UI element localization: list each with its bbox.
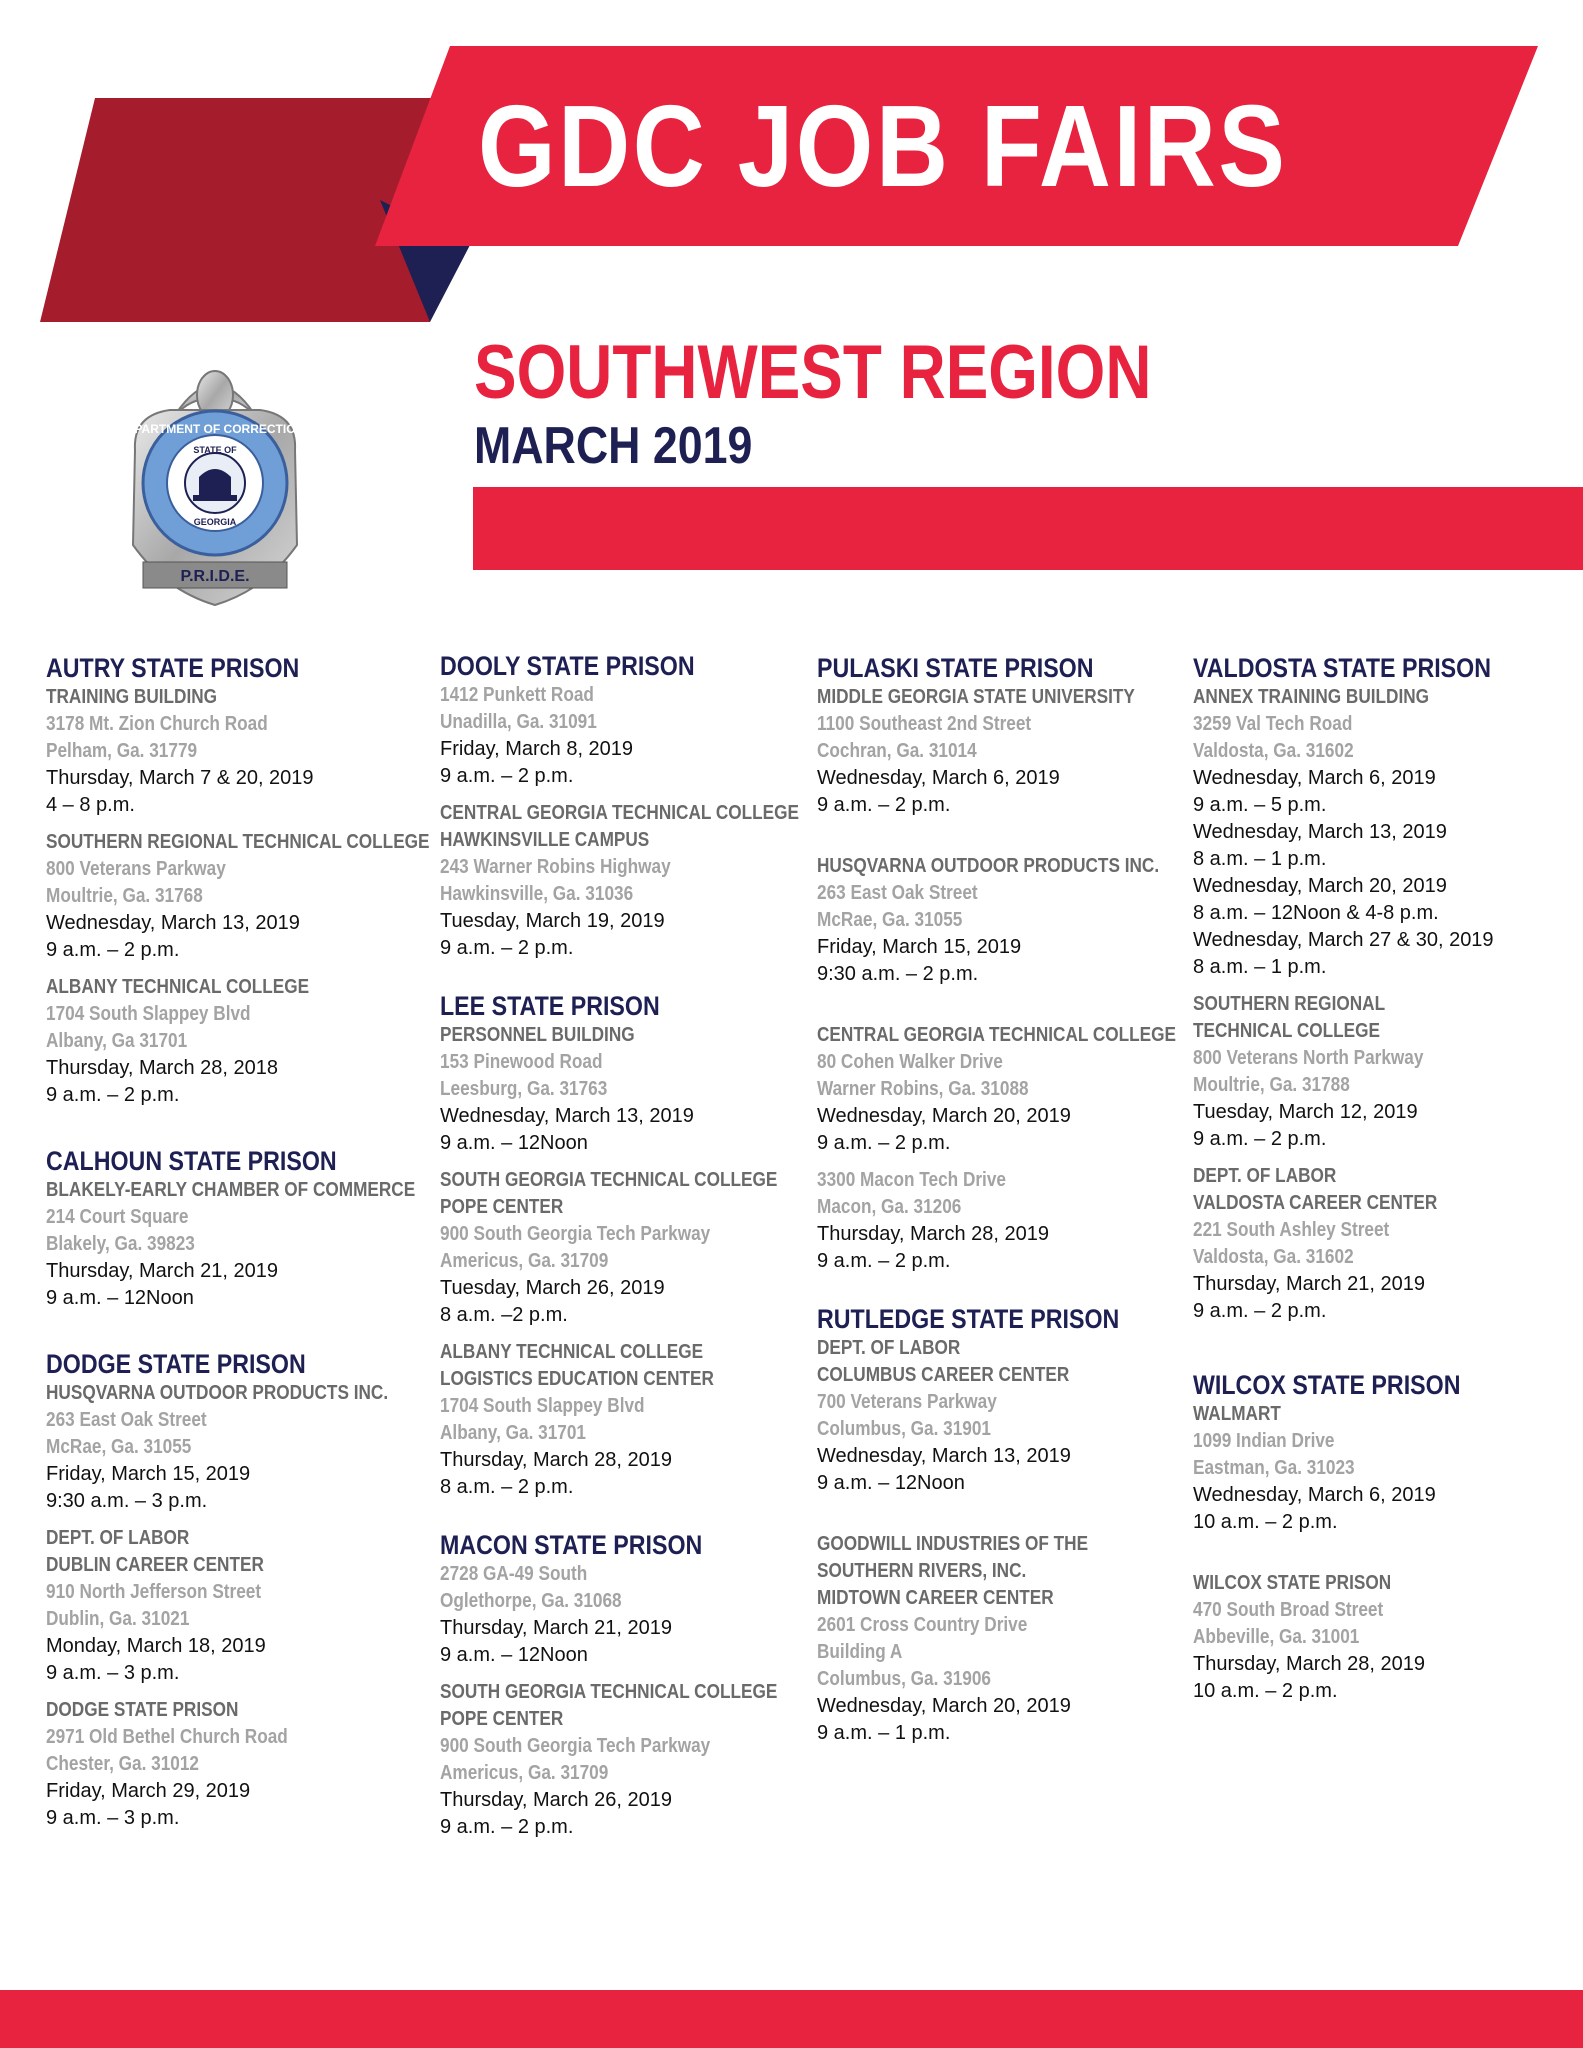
address-line: 470 South Broad Street <box>1193 1599 1384 1621</box>
address-line: Columbus, Ga. 31906 <box>817 1668 991 1690</box>
venue-name: PERSONNEL BUILDING <box>440 1024 635 1046</box>
prison-name: LEE STATE PRISON <box>440 991 660 1021</box>
event-time: 9 a.m. – 12Noon <box>46 1287 194 1309</box>
event-date: Thursday, March 21, 2019 <box>46 1260 278 1282</box>
prison-name: WILCOX STATE PRISON <box>1193 1370 1461 1400</box>
job-fair-entry <box>46 974 436 1109</box>
address-line: 800 Veterans Parkway <box>46 858 226 880</box>
event-date: Friday, March 8, 2019 <box>440 738 634 760</box>
prison-section <box>46 1145 436 1312</box>
event-date: Monday, March 18, 2019 <box>46 1635 266 1657</box>
job-fair-entry <box>1193 1163 1583 1325</box>
svg-text:DEPARTMENT OF CORRECTIONS: DEPARTMENT OF CORRECTIONS <box>117 422 313 436</box>
prison-section <box>440 1529 830 1841</box>
venue-name: SOUTHERN REGIONAL TECHNICAL COLLEGE <box>46 831 430 853</box>
event-time: 8 a.m. –2 p.m. <box>440 1304 568 1326</box>
prison-section <box>46 1348 436 1832</box>
address-line: Dublin, Ga. 31021 <box>46 1608 190 1630</box>
address-line: 1100 Southeast 2nd Street <box>817 713 1032 735</box>
prison-name: PULASKI STATE PRISON <box>817 653 1094 683</box>
event-time: 9 a.m. – 1 p.m. <box>817 1722 951 1744</box>
month-title: MARCH 2019 <box>474 417 753 475</box>
address-line: 1704 South Slappey Blvd <box>46 1003 251 1025</box>
venue-name: CENTRAL GEORGIA TECHNICAL COLLEGE <box>817 1024 1176 1046</box>
event-time: 9 a.m. – 12Noon <box>817 1472 965 1494</box>
event-date: Tuesday, March 12, 2019 <box>1193 1101 1418 1123</box>
address-line: Eastman, Ga. 31023 <box>1193 1457 1355 1479</box>
address-line: Chester, Ga. 31012 <box>46 1753 199 1775</box>
address-line: Valdosta, Ga. 31602 <box>1193 740 1354 762</box>
event-date: Thursday, March 21, 2019 <box>440 1617 672 1639</box>
event-time: 9 a.m. – 2 p.m. <box>46 939 180 961</box>
venue-name: VALDOSTA CAREER CENTER <box>1193 1192 1438 1214</box>
prison-section <box>440 650 830 962</box>
event-date: Wednesday, March 27 & 30, 2019 <box>1193 929 1494 951</box>
address-line: Moultrie, Ga. 31768 <box>46 885 203 907</box>
venue-name: DEPT. OF LABOR <box>46 1527 190 1549</box>
event-date: Thursday, March 21, 2019 <box>1193 1273 1425 1295</box>
event-time: 9 a.m. – 2 p.m. <box>440 937 574 959</box>
job-fair-entry <box>817 1531 1207 1747</box>
region-title: SOUTHWEST REGION <box>474 330 1152 415</box>
event-time: 9 a.m. – 2 p.m. <box>1193 1300 1327 1322</box>
event-time: 9 a.m. – 12Noon <box>440 1132 588 1154</box>
event-date: Tuesday, March 19, 2019 <box>440 910 665 932</box>
address-line: Valdosta, Ga. 31602 <box>1193 1246 1354 1268</box>
job-fair-entry <box>817 684 1207 819</box>
event-time: 9 a.m. – 2 p.m. <box>817 794 951 816</box>
header-accent-bar <box>473 487 1583 570</box>
address-line: Abbeville, Ga. 31001 <box>1193 1626 1360 1648</box>
address-line: 900 South Georgia Tech Parkway <box>440 1735 711 1757</box>
address-line: Oglethorpe, Ga. 31068 <box>440 1590 622 1612</box>
event-date: Friday, March 15, 2019 <box>817 936 1022 958</box>
event-time: 8 a.m. – 1 p.m. <box>1193 956 1327 978</box>
venue-name: WILCOX STATE PRISON <box>1193 1572 1392 1594</box>
event-time: 9 a.m. – 2 p.m. <box>46 1084 180 1106</box>
prison-section <box>817 652 1207 1275</box>
job-fair-entry <box>817 1335 1207 1497</box>
venue-name: TRAINING BUILDING <box>46 686 218 708</box>
prison-name: MACON STATE PRISON <box>440 1530 703 1560</box>
event-date: Wednesday, March 13, 2019 <box>46 912 300 934</box>
job-fair-entry <box>1193 1570 1583 1705</box>
department-badge-logo <box>115 355 315 613</box>
venue-name: COLUMBUS CAREER CENTER <box>817 1364 1070 1386</box>
prison-section <box>1193 652 1583 1325</box>
job-fair-entry <box>46 1177 436 1312</box>
job-fair-entry <box>46 1525 436 1687</box>
venue-name: ALBANY TECHNICAL COLLEGE <box>440 1341 704 1363</box>
event-time: 8 a.m. – 12Noon & 4-8 p.m. <box>1193 902 1439 924</box>
event-date: Wednesday, March 6, 2019 <box>1193 767 1436 789</box>
address-line: Columbus, Ga. 31901 <box>817 1418 991 1440</box>
event-date: Wednesday, March 20, 2019 <box>817 1695 1071 1717</box>
address-line: 3300 Macon Tech Drive <box>817 1169 1006 1191</box>
svg-text:STATE OF: STATE OF <box>193 445 237 455</box>
address-line: 153 Pinewood Road <box>440 1051 603 1073</box>
event-time: 9 a.m. – 12Noon <box>440 1644 588 1666</box>
venue-name: POPE CENTER <box>440 1196 564 1218</box>
job-fair-entry <box>46 1697 436 1832</box>
prison-name: AUTRY STATE PRISON <box>46 653 300 683</box>
prison-name: VALDOSTA STATE PRISON <box>1193 653 1492 683</box>
job-fair-entry <box>46 829 436 964</box>
event-date: Thursday, March 28, 2019 <box>817 1223 1049 1245</box>
venue-name: ANNEX TRAINING BUILDING <box>1193 686 1430 708</box>
address-line: Cochran, Ga. 31014 <box>817 740 977 762</box>
prison-section <box>46 652 436 1109</box>
job-fair-entry <box>1193 991 1583 1153</box>
event-date: Wednesday, March 6, 2019 <box>1193 1484 1436 1506</box>
venue-name: DODGE STATE PRISON <box>46 1699 239 1721</box>
address-line: 700 Veterans Parkway <box>817 1391 997 1413</box>
prison-name: DODGE STATE PRISON <box>46 1349 306 1379</box>
address-line: 2971 Old Bethel Church Road <box>46 1726 288 1748</box>
column-3 <box>817 652 1207 1747</box>
event-time: 4 – 8 p.m. <box>46 794 135 816</box>
address-line: 80 Cohen Walker Drive <box>817 1051 1003 1073</box>
venue-name: HUSQVARNA OUTDOOR PRODUCTS INC. <box>817 855 1160 877</box>
venue-name: DUBLIN CAREER CENTER <box>46 1554 264 1576</box>
job-fair-entry <box>440 800 830 962</box>
address-line: Leesburg, Ga. 31763 <box>440 1078 608 1100</box>
venue-name: MIDTOWN CAREER CENTER <box>817 1587 1054 1609</box>
address-line: Americus, Ga. 31709 <box>440 1762 609 1784</box>
address-line: 221 South Ashley Street <box>1193 1219 1390 1241</box>
column-2 <box>440 650 830 1841</box>
job-fair-entry <box>440 1339 830 1501</box>
prison-section <box>1193 1369 1583 1705</box>
address-line: Albany, Ga 31701 <box>46 1030 188 1052</box>
venue-name: SOUTH GEORGIA TECHNICAL COLLEGE <box>440 1169 778 1191</box>
address-line: McRae, Ga. 31055 <box>46 1436 192 1458</box>
event-time: 8 a.m. – 1 p.m. <box>1193 848 1327 870</box>
event-date: Thursday, March 28, 2019 <box>1193 1653 1425 1675</box>
event-date: Thursday, March 28, 2019 <box>440 1449 672 1471</box>
venue-name: HUSQVARNA OUTDOOR PRODUCTS INC. <box>46 1382 389 1404</box>
event-time: 9 a.m. – 3 p.m. <box>46 1807 180 1829</box>
venue-name: MIDDLE GEORGIA STATE UNIVERSITY <box>817 686 1135 708</box>
address-line: 1412 Punkett Road <box>440 684 594 706</box>
address-line: 214 Court Square <box>46 1206 189 1228</box>
address-line: 800 Veterans North Parkway <box>1193 1047 1424 1069</box>
event-time: 8 a.m. – 2 p.m. <box>440 1476 574 1498</box>
address-line: 263 East Oak Street <box>817 882 978 904</box>
event-time: 9 a.m. – 2 p.m. <box>817 1250 951 1272</box>
venue-name: HAWKINSVILLE CAMPUS <box>440 829 650 851</box>
job-fair-entry <box>817 1022 1207 1157</box>
address-line: 910 North Jefferson Street <box>46 1581 262 1603</box>
event-time: 9 a.m. – 2 p.m. <box>440 1816 574 1838</box>
prison-name: CALHOUN STATE PRISON <box>46 1146 337 1176</box>
address-line: McRae, Ga. 31055 <box>817 909 963 931</box>
job-fair-entry <box>46 1380 436 1515</box>
event-time: 9 a.m. – 2 p.m. <box>440 765 574 787</box>
job-fair-entry <box>440 1167 830 1329</box>
venue-name: WALMART <box>1193 1403 1281 1425</box>
address-line: 1099 Indian Drive <box>1193 1430 1335 1452</box>
event-date: Wednesday, March 20, 2019 <box>1193 875 1447 897</box>
job-fair-entry <box>1193 1401 1583 1536</box>
address-line: 2728 GA-49 South <box>440 1563 588 1585</box>
event-time: 9 a.m. – 2 p.m. <box>817 1132 951 1154</box>
event-time: 9 a.m. – 3 p.m. <box>46 1662 180 1684</box>
venue-name: ALBANY TECHNICAL COLLEGE <box>46 976 310 998</box>
address-line: Moultrie, Ga. 31788 <box>1193 1074 1350 1096</box>
event-date: Friday, March 15, 2019 <box>46 1463 251 1485</box>
address-line: Blakely, Ga. 39823 <box>46 1233 195 1255</box>
job-fair-entry <box>440 1679 830 1841</box>
svg-text:P.R.I.D.E.: P.R.I.D.E. <box>180 568 250 585</box>
job-fair-entry <box>46 684 436 819</box>
event-date: Wednesday, March 13, 2019 <box>1193 821 1447 843</box>
address-line: Unadilla, Ga. 31091 <box>440 711 597 733</box>
address-line: 3259 Val Tech Road <box>1193 713 1353 735</box>
event-date: Wednesday, March 20, 2019 <box>817 1105 1071 1127</box>
svg-text:GEORGIA: GEORGIA <box>193 517 237 527</box>
address-line: 3178 Mt. Zion Church Road <box>46 713 268 735</box>
prison-section <box>817 1303 1207 1747</box>
venue-name: SOUTHERN REGIONAL <box>1193 993 1386 1015</box>
address-line: Macon, Ga. 31206 <box>817 1196 962 1218</box>
job-fair-entry <box>817 853 1207 988</box>
address-line: Hawkinsville, Ga. 31036 <box>440 883 634 905</box>
event-date: Wednesday, March 13, 2019 <box>817 1445 1071 1467</box>
job-fair-entry <box>440 682 830 790</box>
venue-name: BLAKELY-EARLY CHAMBER OF COMMERCE <box>46 1179 416 1201</box>
event-time: 10 a.m. – 2 p.m. <box>1193 1680 1338 1702</box>
prison-name: DOOLY STATE PRISON <box>440 651 695 681</box>
job-fair-entry <box>440 1022 830 1157</box>
address-line: Americus, Ga. 31709 <box>440 1250 609 1272</box>
event-time: 9 a.m. – 2 p.m. <box>1193 1128 1327 1150</box>
job-fair-entry <box>440 1561 830 1669</box>
column-1 <box>46 652 436 1832</box>
address-line: Warner Robins, Ga. 31088 <box>817 1078 1029 1100</box>
address-line: 900 South Georgia Tech Parkway <box>440 1223 711 1245</box>
event-time: 9 a.m. – 5 p.m. <box>1193 794 1327 816</box>
venue-name: GOODWILL INDUSTRIES OF THE <box>817 1533 1089 1555</box>
address-line: 243 Warner Robins Highway <box>440 856 671 878</box>
event-time: 10 a.m. – 2 p.m. <box>1193 1511 1338 1533</box>
prison-name: RUTLEDGE STATE PRISON <box>817 1304 1120 1334</box>
address-line: 2601 Cross Country Drive <box>817 1614 1028 1636</box>
column-4 <box>1193 652 1583 1705</box>
event-date: Thursday, March 28, 2018 <box>46 1057 278 1079</box>
event-time: 9:30 a.m. – 3 p.m. <box>46 1490 208 1512</box>
event-date: Wednesday, March 6, 2019 <box>817 767 1060 789</box>
prison-section <box>440 990 830 1501</box>
venue-name: TECHNICAL COLLEGE <box>1193 1020 1380 1042</box>
venue-name: SOUTH GEORGIA TECHNICAL COLLEGE <box>440 1681 778 1703</box>
venue-name: LOGISTICS EDUCATION CENTER <box>440 1368 714 1390</box>
event-date: Friday, March 29, 2019 <box>46 1780 251 1802</box>
job-fair-entry <box>817 1167 1207 1275</box>
address-line: 263 East Oak Street <box>46 1409 207 1431</box>
address-line: Albany, Ga. 31701 <box>440 1422 586 1444</box>
event-time: 9:30 a.m. – 2 p.m. <box>817 963 979 985</box>
address-line: Pelham, Ga. 31779 <box>46 740 198 762</box>
job-fair-entry <box>1193 684 1583 981</box>
address-line: Building A <box>817 1641 903 1663</box>
venue-name: POPE CENTER <box>440 1708 564 1730</box>
venue-name: CENTRAL GEORGIA TECHNICAL COLLEGE <box>440 802 799 824</box>
venue-name: DEPT. OF LABOR <box>1193 1165 1337 1187</box>
event-date: Thursday, March 26, 2019 <box>440 1789 672 1811</box>
venue-name: DEPT. OF LABOR <box>817 1337 961 1359</box>
address-line: 1704 South Slappey Blvd <box>440 1395 645 1417</box>
main-title: GDC JOB FAIRS <box>478 81 1288 211</box>
footer-bar <box>0 1990 1583 2048</box>
venue-name: SOUTHERN RIVERS, INC. <box>817 1560 1027 1582</box>
event-date: Thursday, March 7 & 20, 2019 <box>46 767 314 789</box>
event-date: Tuesday, March 26, 2019 <box>440 1277 665 1299</box>
event-date: Wednesday, March 13, 2019 <box>440 1105 694 1127</box>
